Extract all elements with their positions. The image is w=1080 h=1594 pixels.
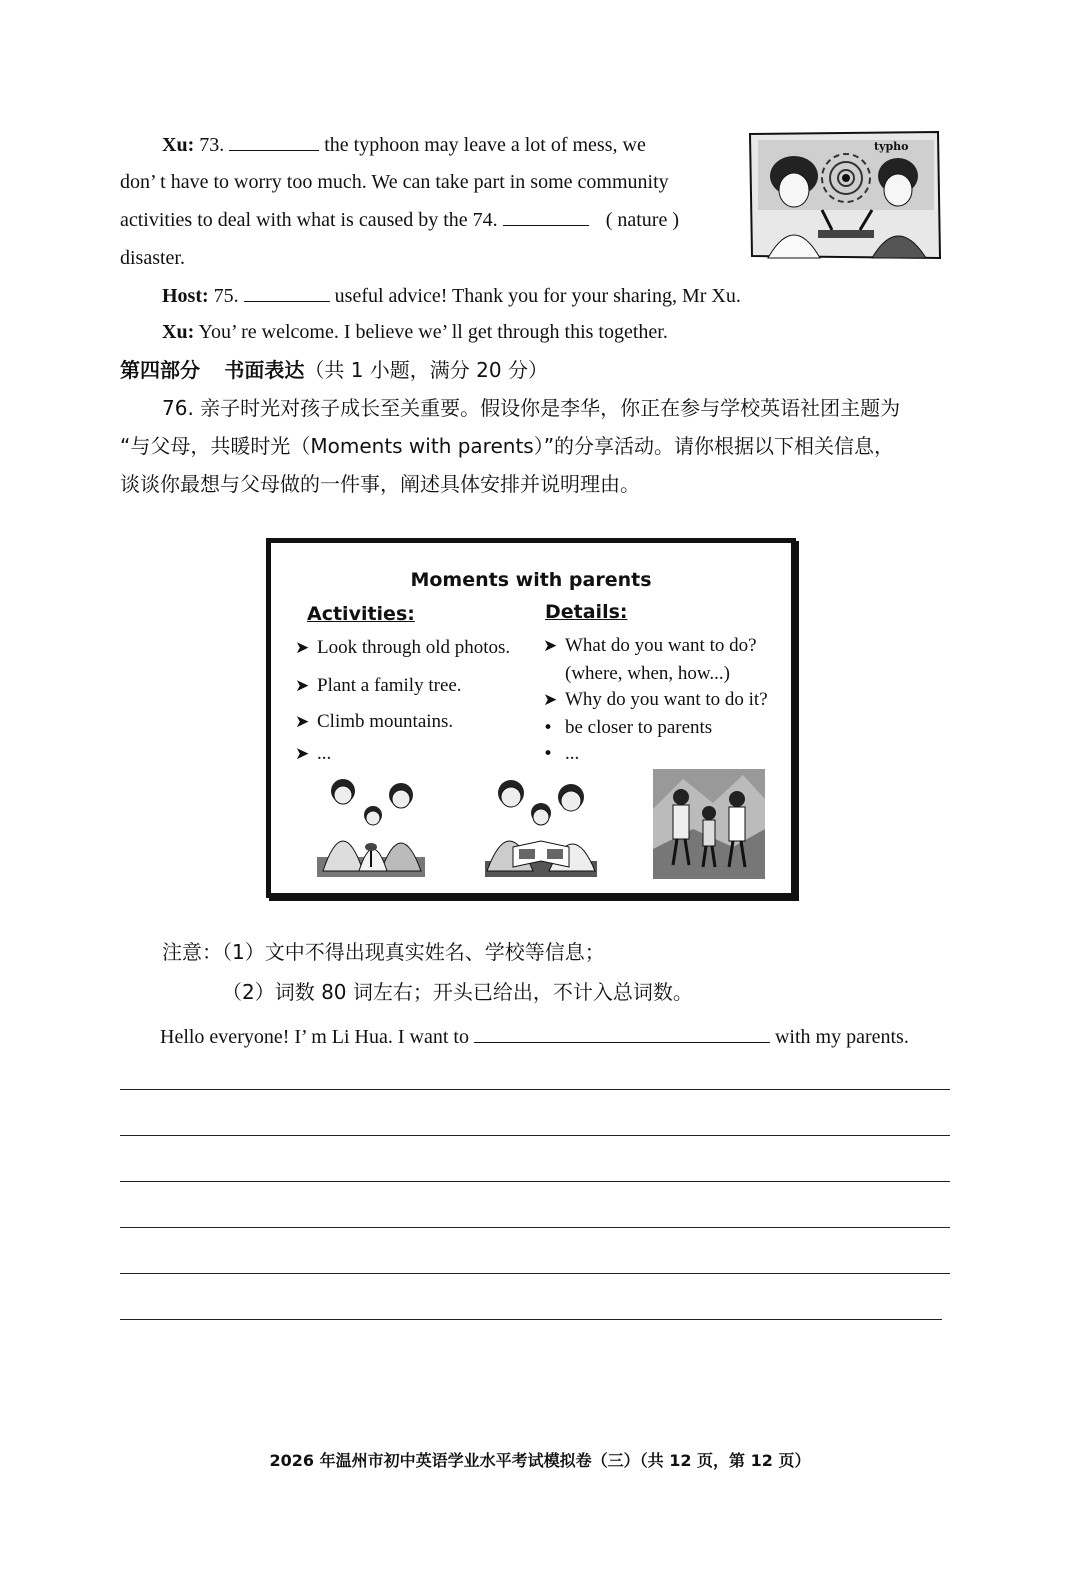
arrow-bullet-icon: ➤ [295,744,310,764]
activity-text: Plant a family tree. [317,675,462,696]
detail-text: Why do you want to do it? [565,689,768,710]
question-number-75: 75. [213,285,239,307]
writing-line[interactable] [120,1089,950,1090]
question-76-line-1: 76. 亲子时光对孩子成长至关重要。假设你是李华，你正在参与学校英语社团主题为 [162,396,901,420]
section-score: （共 1 小题，满分 20 分） [304,358,548,382]
opening-before: Hello everyone! I’ m Li Hua. I want to [160,1026,469,1048]
writing-line[interactable] [120,1227,950,1228]
detail-bullet [543,743,579,765]
writing-line[interactable] [120,1181,950,1182]
page-footer: 2026 年温州市初中英语学业水平考试模拟卷（三）（共 12 页，第 12 页） [269,1451,811,1470]
detail-item [543,689,768,711]
activity-item [295,637,510,659]
xu-line-74-text: activities to deal with what is caused by the 74. [120,209,498,231]
interview-illustration [748,130,942,260]
hint-nature: ( nature ) [605,209,679,231]
section-number: 第四部分 [120,358,200,382]
speaker-host: Host: [162,285,209,307]
writing-line[interactable] [120,1135,950,1136]
blank-73[interactable] [229,132,319,151]
host-line-75-text: useful advice! Thank you for your sharing, Mr Xu. [334,285,741,307]
section-title: 书面表达 [224,358,305,382]
detail-item [543,635,757,657]
arrow-bullet-icon: ➤ [295,712,310,732]
activity-item [295,743,331,765]
host-line-75 [162,283,741,308]
xu-line-4: disaster. [120,247,185,269]
question-number-73: 73. [199,134,225,156]
arrow-bullet-icon: ➤ [543,636,558,656]
xu-line-73 [162,132,646,157]
blank-75[interactable] [244,283,330,302]
writing-line[interactable] [120,1273,950,1274]
box-title: Moments with parents [410,569,652,591]
section-heading [120,358,548,382]
activity-text: Look through old photos. [317,637,511,658]
note-2: （2）词数 80 词左右；开头已给出，不计入总词数。 [222,980,693,1004]
opening-sentence [160,1024,909,1049]
arrow-bullet-icon: ➤ [295,676,310,696]
notes-line-1 [162,940,605,964]
moments-info-box [266,538,796,898]
activity-text: Climb mountains. [317,711,454,732]
writing-line[interactable] [120,1319,942,1320]
activity-item [295,711,453,733]
arrow-bullet-icon: ➤ [543,690,558,710]
activity-item [295,675,462,697]
question-76-line-3: 谈谈你最想与父母做的一件事，阐述具体安排并说明理由。 [120,472,640,496]
mountain-climbing-family-illustration [653,769,765,879]
xu-line-73-text: the typhoon may leave a lot of mess, we [324,134,646,156]
blank-74[interactable] [503,207,589,226]
detail-text: What do you want to do? [565,635,757,656]
planting-family-illustration [313,771,429,879]
opening-blank[interactable] [474,1024,770,1043]
speaker-xu: Xu: [162,134,195,156]
details-heading: Details: [545,601,628,623]
opening-after: with my parents. [774,1026,909,1048]
speaker-xu-2: Xu: [162,321,195,343]
detail-sub: (where, when, how...) [565,663,730,684]
activity-text: ... [317,743,332,764]
xu-line-74 [120,207,679,232]
dot-bullet-icon: • [543,744,554,764]
detail-text: ... [565,743,580,764]
xu-line-final [162,320,668,344]
detail-bullet [543,717,712,739]
xu-line-2: don’ t have to worry too much. We can take part in some community [120,171,669,193]
notes-label: 注意： [162,940,222,964]
typhoon-label: typho [874,140,909,153]
dot-bullet-icon: • [543,718,554,738]
question-76-line-2: “与父母，共暖时光（Moments with parents）”的分享活动。请你根据以下相关信息， [120,434,895,458]
photo-album-family-illustration [483,771,599,879]
xu-final-text: You’ re welcome. I believe we’ ll get through this together. [198,321,668,343]
note-1: （1）文中不得出现真实姓名、学校等信息； [222,940,605,964]
detail-text: be closer to parents [565,717,713,738]
activities-heading: Activities: [307,603,415,625]
arrow-bullet-icon: ➤ [295,638,310,658]
